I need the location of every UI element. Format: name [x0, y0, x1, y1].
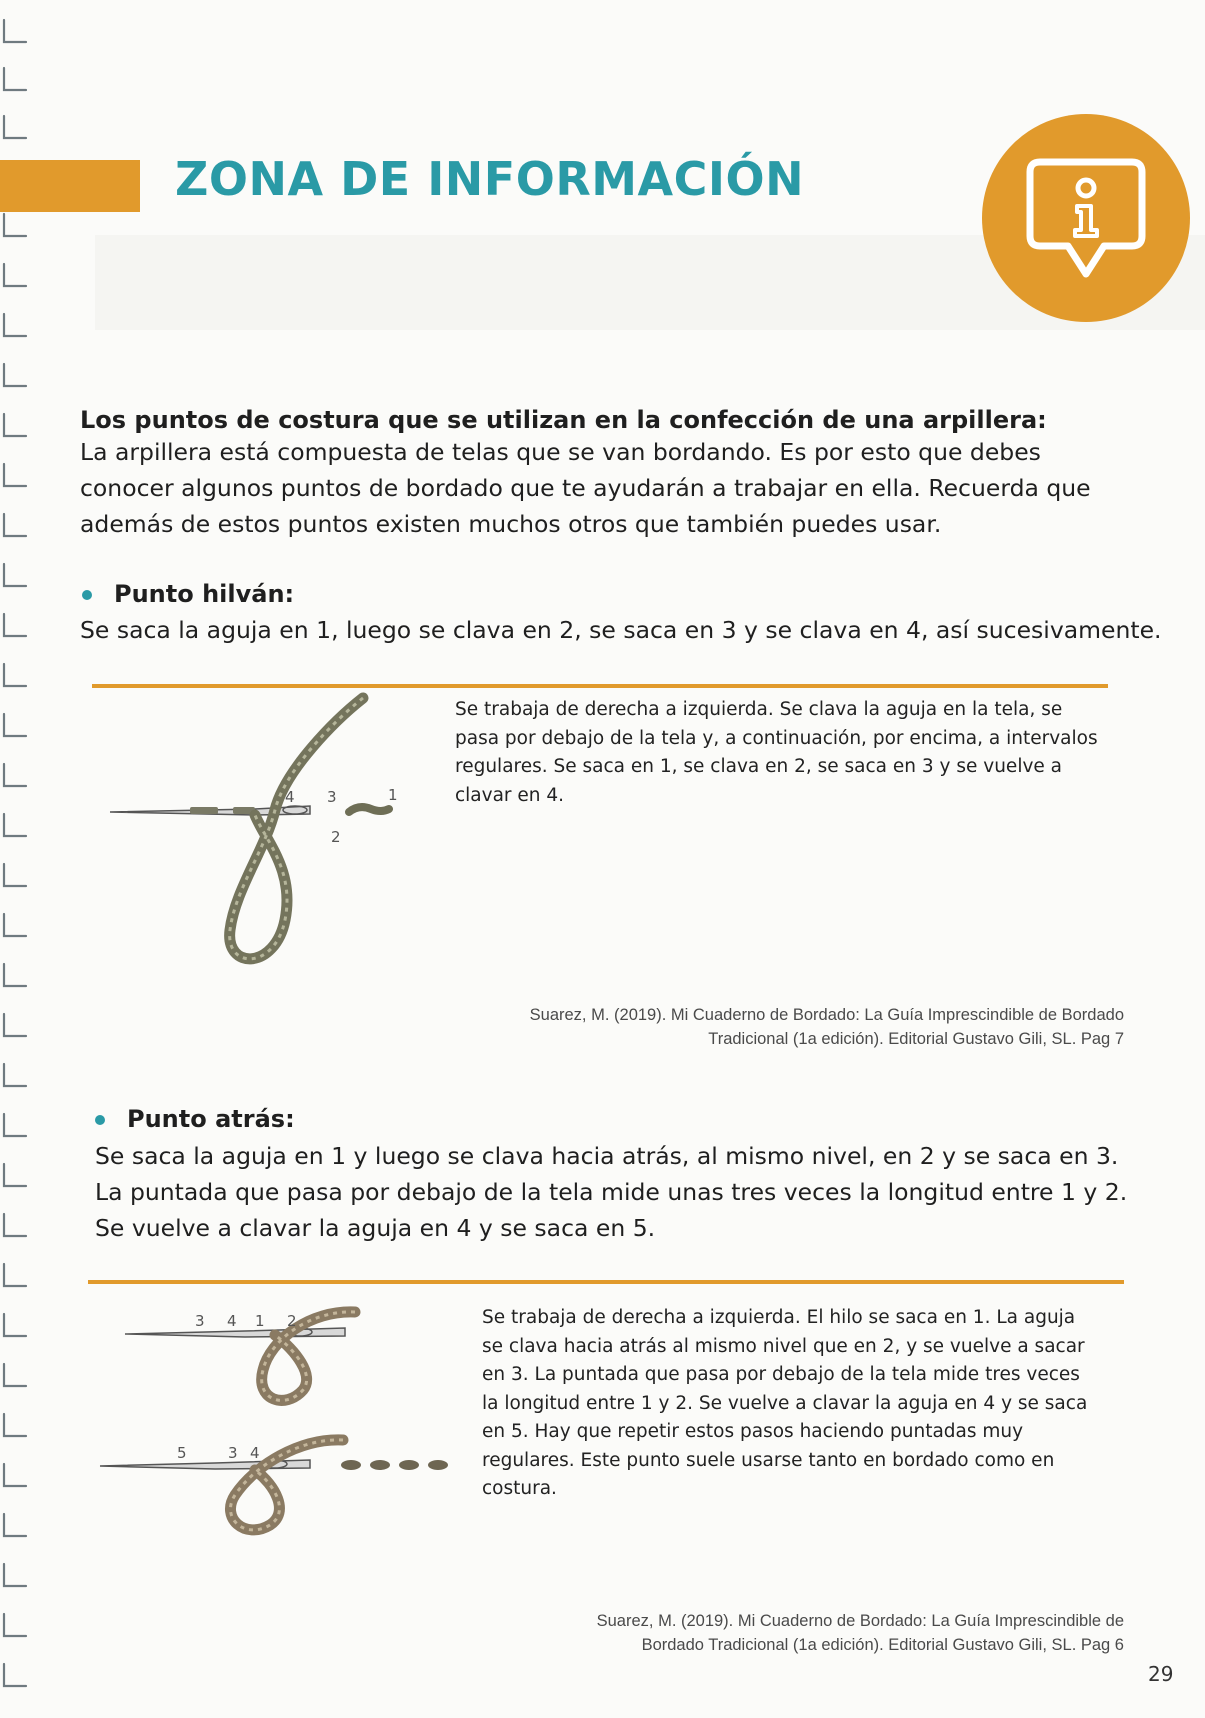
running-stitch-illustration — [105, 690, 425, 980]
citation-line: Suarez, M. (2019). Mi Cuaderno de Bordado: La Guía Imprescindible de Bordado — [529, 1006, 1124, 1024]
citation-line: Suarez, M. (2019). Mi Cuaderno de Bordado: La Guía Imprescindible de — [596, 1612, 1124, 1630]
stitch-label-2: 2 — [287, 1312, 297, 1330]
info-speech-bubble-icon — [982, 114, 1190, 322]
section-divider — [92, 684, 1108, 688]
stitch-label-5: 5 — [177, 1444, 187, 1462]
spiral-binding — [0, 0, 40, 1718]
section-divider — [88, 1280, 1124, 1284]
citation-punto-atras — [500, 1609, 1124, 1657]
citation-punto-hilvan — [430, 1003, 1124, 1051]
stitch-label-1: 1 — [255, 1312, 265, 1330]
stitch-label-1: 1 — [388, 786, 398, 804]
stitch-label-2: 2 — [331, 828, 341, 846]
citation-line: Bordado Tradicional (1a edición). Editorial Gustavo Gili, SL. Pag 6 — [641, 1636, 1124, 1654]
page-title: ZONA DE INFORMACIÓN — [175, 152, 805, 206]
stitch-label-3: 3 — [327, 788, 337, 806]
header-accent-bar — [0, 160, 140, 212]
backstitch-illustration — [95, 1290, 465, 1550]
running-stitch-caption: Se trabaja de derecha a izquierda. Se clava la aguja en la tela, se pasa por debajo de la tela y, a continuación, por encima, a intervalos regulares. Se saca en 1, se clava en 2, se saca en 3 y se vuelve a clavar en 4. — [455, 699, 1098, 806]
stitch-label-4: 4 — [285, 788, 295, 806]
intro-body: La arpillera está compuesta de telas que se van bordando. Es por esto que debes conocer algunos puntos de bordado que te ayudarán a trabajar en ella. Recuerda que además de estos puntos existen muchos otros que también puedes usar. — [80, 438, 1091, 538]
stitch-label-3: 3 — [195, 1312, 205, 1330]
section-heading-text: Punto hilván: — [114, 580, 295, 608]
bullet-dot — [95, 1115, 105, 1125]
section-body-punto-atras: Se saca la aguja en 1 y luego se clava hacia atrás, al mismo nivel, en 2 y se saca en 3. La puntada que pasa por debajo de la tela mide unas tres veces la longitud entre 1 y 2. Se vuelve a clavar la aguja en 4 y se saca en 5. — [95, 1142, 1128, 1242]
stitch-label-4: 4 — [227, 1312, 237, 1330]
intro-heading: Los puntos de costura que se utilizan en la confección de una arpillera: — [80, 406, 1047, 434]
section-heading-punto-atras — [95, 1105, 295, 1133]
bullet-dot — [82, 590, 92, 600]
page-number: 29 — [1148, 1662, 1174, 1686]
stitch-label-3: 3 — [228, 1444, 238, 1462]
backstitch-caption: Se trabaja de derecha a izquierda. El hilo se saca en 1. La aguja se clava hacia atrás al mismo nivel que en 2, y se vuelve a sacar en 3. La puntada que pasa por debajo de la tela mide tres veces la longitud entre 1 y 2. Se vuelve a clavar la aguja en 4 y se saca en 5. Hay que repetir estos pasos haciendo puntadas muy regulares. Este punto suele usarse tanto en bordado como en costura. — [482, 1307, 1088, 1499]
section-body-punto-hilvan: Se saca la aguja en 1, luego se clava en 2, se saca en 3 y se clava en 4, así sucesivamente. — [80, 616, 1162, 644]
stitch-label-4: 4 — [250, 1444, 260, 1462]
section-heading-text: Punto atrás: — [127, 1105, 295, 1133]
section-heading-punto-hilvan — [82, 580, 294, 608]
citation-line: Tradicional (1a edición). Editorial Gustavo Gili, SL. Pag 7 — [708, 1030, 1124, 1048]
